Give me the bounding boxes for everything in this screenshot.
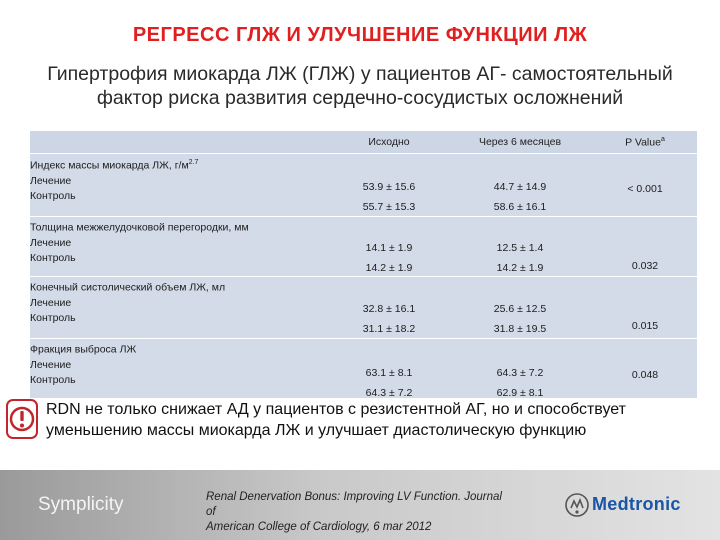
baseline-cell: 32.8 ± 16.1 31.1 ± 18.2 (362, 303, 416, 335)
header-six-months: Через 6 месяцев (478, 136, 562, 148)
table-row-param: Конечный систолический объем ЛЖ, мл Лечение Контроль (30, 281, 226, 324)
medtronic-logo-icon (564, 492, 590, 518)
slide-title: РЕГРЕСС ГЛЖ И УЛУЧШЕНИЕ ФУНКЦИИ ЛЖ (132, 24, 588, 46)
six-months-cell: 44.7 ± 14.9 58.6 ± 16.1 (493, 181, 547, 213)
footer-bar (0, 470, 720, 540)
alert-icon (6, 399, 38, 439)
pvalue-cell: 0.032 (631, 260, 659, 272)
baseline-cell: 63.1 ± 8.1 64.3 ± 7.2 (365, 367, 413, 399)
pvalue-cell: 0.015 (631, 320, 659, 332)
header-pvalue: P Value$^a$ (625, 136, 665, 149)
table-row-param: Фракция выброса ЛЖ Лечение Контроль (30, 343, 137, 386)
table-row-param: Толщина межжелудочковой перегородки, мм Лечение Контроль (30, 221, 249, 264)
baseline-cell: 53.9 ± 15.6 55.7 ± 15.3 (362, 181, 416, 213)
table-row-param: Индекс массы миокарда ЛЖ, $г/м^{2.7}$ Лечение Контроль (30, 159, 199, 202)
header-baseline: Исходно (368, 136, 410, 148)
product-name: Symplicity (38, 494, 124, 515)
six-months-cell: 25.6 ± 12.5 31.8 ± 19.5 (493, 303, 547, 335)
brand-name: Medtronic (592, 494, 681, 514)
six-months-cell: 64.3 ± 7.2 62.9 ± 8.1 (496, 367, 544, 399)
pvalue-cell: 0.048 (631, 369, 659, 381)
table-header (30, 131, 697, 154)
slide-subtitle: Гипертрофия миокарда ЛЖ (ГЛЖ) у пациентов АГ- самостоятельный фактор риска развития сердечно-сосудистых осложнений (47, 63, 673, 109)
pvalue-cell: < 0.001 (627, 183, 663, 195)
reference-citation: Renal Denervation Bonus: Improving LV Function. Journal of American College of Cardiology, 6 mar 2012 (206, 491, 502, 533)
results-table (30, 131, 697, 398)
conclusion-text: RDN не только снижает АД у пациентов с резистентной АГ, но и способствует уменьшению массы миокарда ЛЖ и улучшает диастолическую функцию (46, 401, 626, 439)
six-months-cell: 12.5 ± 1.4 14.2 ± 1.9 (496, 242, 544, 274)
baseline-cell: 14.1 ± 1.9 14.2 ± 1.9 (365, 242, 413, 274)
